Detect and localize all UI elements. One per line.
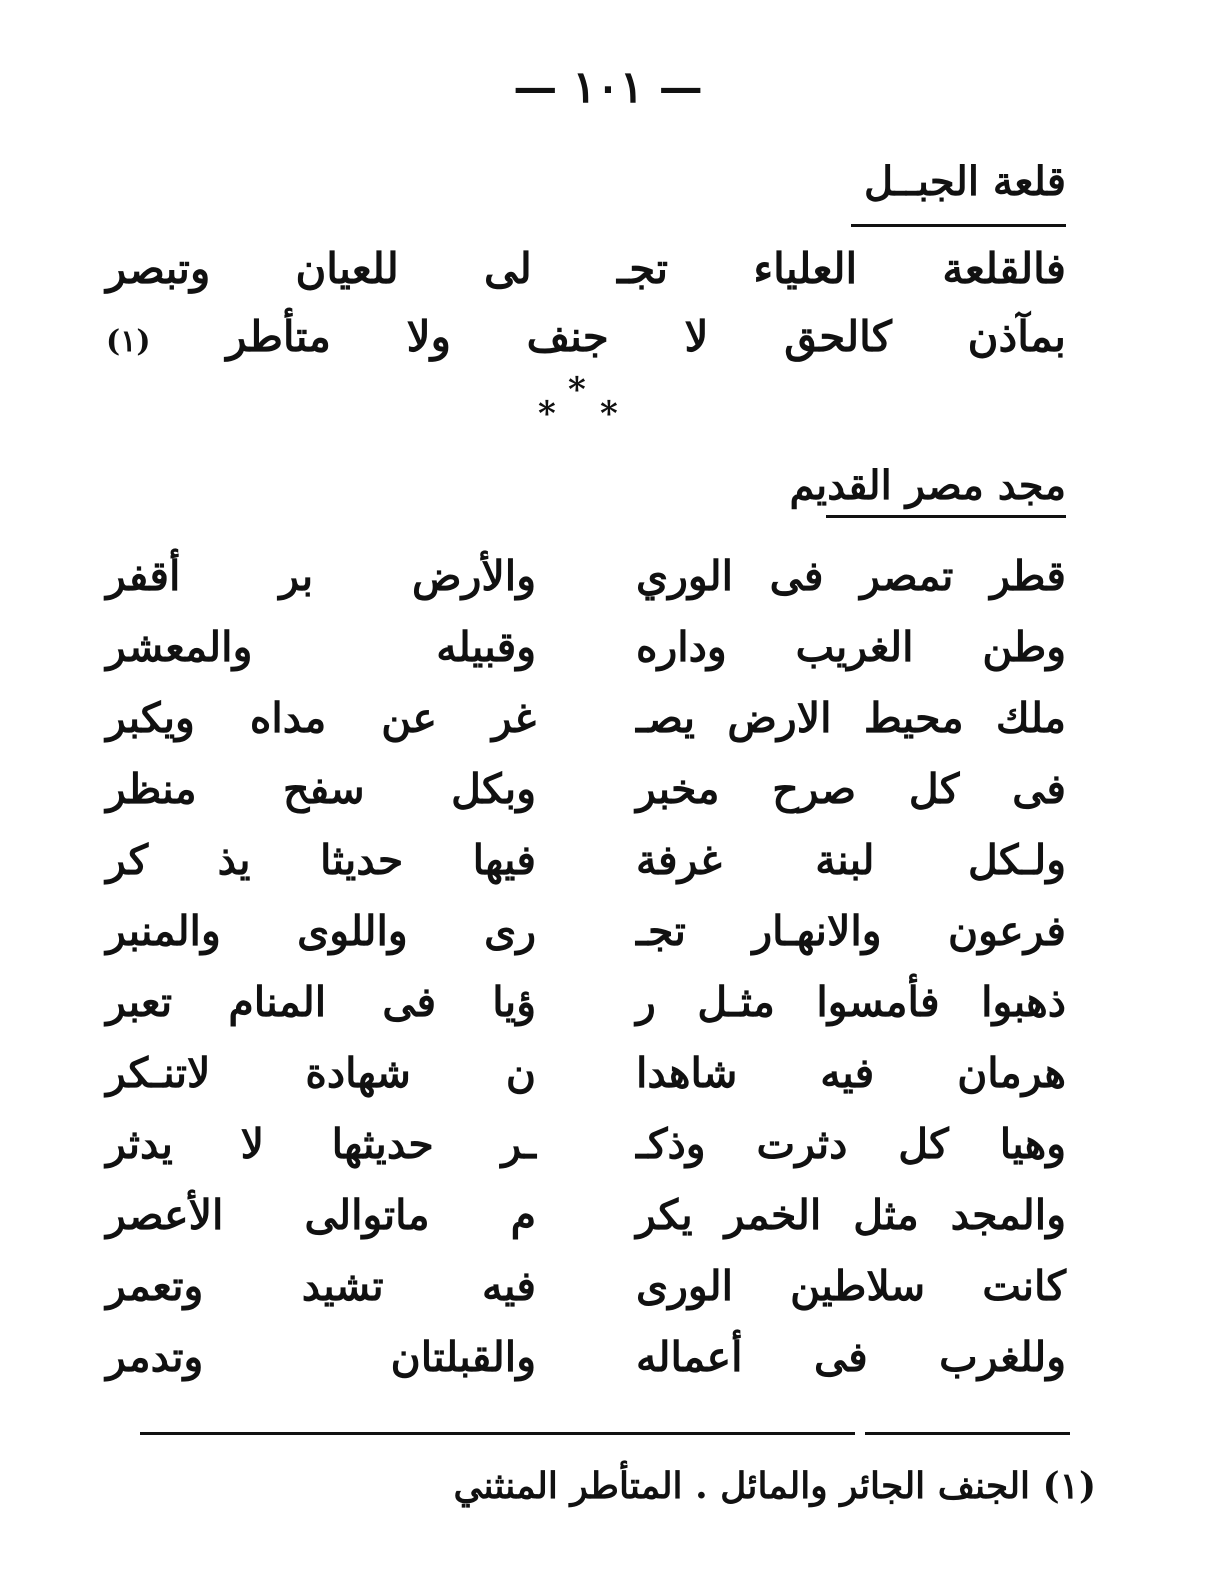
- verse: [106, 623, 1066, 694]
- verse-second-hemistich: والقبلتان وتدمر: [106, 1333, 536, 1381]
- verse-first-hemistich: وللغرب فى أعماله: [636, 1333, 1066, 1381]
- verse-first-hemistich: ذهبوا فأمسوا مثـل ر: [636, 978, 1066, 1026]
- prose-line-2: [106, 312, 1066, 361]
- verse-second-hemistich: فيها حديثا يذ كر: [106, 836, 536, 884]
- verse-first-hemistich: هرمان فيه شاهدا: [636, 1049, 1066, 1097]
- poem: [106, 552, 1066, 1404]
- asterisk: *: [568, 370, 586, 410]
- page-number: — ١٠١ —: [513, 62, 703, 113]
- verse: [106, 836, 1066, 907]
- verse: [106, 1120, 1066, 1191]
- footnote: (١) الجنف الجائر والمائل . المتأطر المنثني: [453, 1465, 1096, 1507]
- section-title-citadel: قلعة الجبــل: [864, 158, 1066, 205]
- verse-second-hemistich: فيه تشيد وتعمر: [106, 1262, 536, 1310]
- asterisk: *: [600, 394, 618, 434]
- verse-second-hemistich: م ماتوالى الأعصر: [106, 1191, 536, 1239]
- verse: [106, 765, 1066, 836]
- verse-first-hemistich: وطن الغريب وداره: [636, 623, 1066, 671]
- section-title-ancient-egypt: مجد مصر القديم: [789, 462, 1066, 509]
- verse-first-hemistich: وهيا كل دثرت وذكـ: [636, 1120, 1066, 1168]
- verse-first-hemistich: والمجد مثل الخمر يكر: [636, 1191, 1066, 1239]
- verse-second-hemistich: ـر حديثها لا يدثر: [106, 1120, 536, 1168]
- verse-second-hemistich: وقبيله والمعشر: [106, 623, 536, 671]
- verse: [106, 1262, 1066, 1333]
- verse: [106, 1333, 1066, 1404]
- verse: [106, 552, 1066, 623]
- verse-second-hemistich: والأرض بر أقفر: [106, 552, 536, 600]
- verse-first-hemistich: قطر تمصر فى الوري: [636, 552, 1066, 600]
- verse-second-hemistich: رى واللوى والمنبر: [106, 907, 536, 955]
- verse-second-hemistich: وبكل سفح منظر: [106, 765, 536, 813]
- asterisk: *: [538, 394, 556, 434]
- section-separator: [520, 370, 640, 434]
- verse-first-hemistich: ولـكل لبنة غرفة: [636, 836, 1066, 884]
- title-underline: [826, 515, 1066, 518]
- verse: [106, 907, 1066, 978]
- footnote-reference: (١): [106, 324, 151, 359]
- footnote-divider-gap: [855, 1432, 865, 1435]
- verse-second-hemistich: ؤيا فى المنام تعبر: [106, 978, 536, 1026]
- verse: [106, 1049, 1066, 1120]
- verse-first-hemistich: فرعون والانهـار تجـ: [636, 907, 1066, 955]
- verse-second-hemistich: ن شهادة لاتنـكر: [106, 1049, 536, 1097]
- verse-second-hemistich: غر عن مداه ويكبر: [106, 694, 536, 742]
- verse: [106, 978, 1066, 1049]
- title-underline: [851, 224, 1066, 227]
- prose-line-1: فالقلعة العلياء تجـ لى للعيان وتبصر: [106, 244, 1066, 293]
- verse: [106, 694, 1066, 765]
- prose-line-2-text: بمآذن كالحق لا جنف ولا متأطر: [226, 312, 1066, 361]
- footnote-divider: [140, 1432, 1070, 1435]
- verse: [106, 1191, 1066, 1262]
- verse-first-hemistich: فى كل صرح مخبر: [636, 765, 1066, 813]
- verse-first-hemistich: ملك محيط الارض يصـ: [636, 694, 1066, 742]
- verse-first-hemistich: كانت سلاطين الورى: [636, 1262, 1066, 1310]
